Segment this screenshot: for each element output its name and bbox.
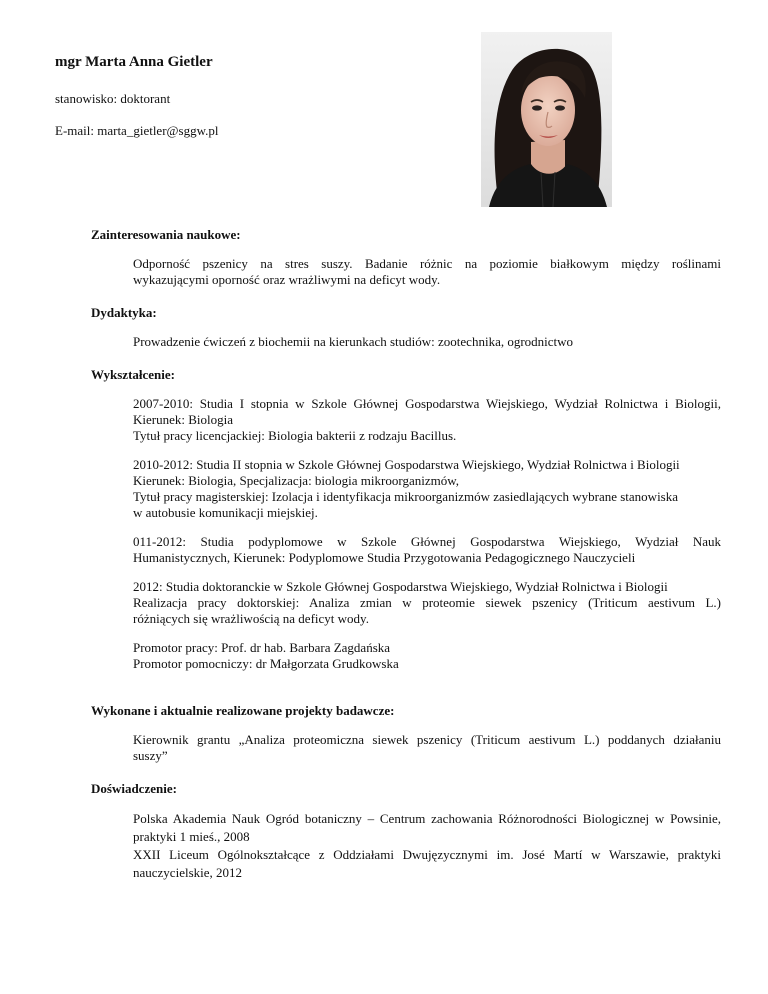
person-name: mgr Marta Anna Gietler <box>55 54 213 70</box>
text-line: 2012: Studia doktoranckie w Szkole Głównej Gospodarstwa Wiejskiego, Wydział Rolnictwa i Biologii <box>133 579 668 594</box>
position-line: stanowisko: doktorant <box>55 91 171 106</box>
projects-heading: Wykonane i aktualnie realizowane projekty badawcze: <box>91 703 395 718</box>
research-interests-body <box>133 256 721 288</box>
portrait-photo-icon <box>481 32 612 207</box>
text-line: Tytuł pracy licencjackiej: Biologia bakterii z rodzaju Bacillus. <box>133 428 457 443</box>
text-line: w autobusie komunikacji miejskiej. <box>133 505 318 520</box>
text-line: Promotor pracy: Prof. dr hab. Barbara Zagdańska <box>133 640 391 655</box>
education-body <box>133 396 721 672</box>
text-line: Prowadzenie ćwiczeń z biochemii na kierunkach studiów: zootechnika, ogrodnictwo <box>133 334 574 349</box>
text-line: Odporność pszenicy na stres suszy. Badanie różnic na poziomie białkowym między roślinami <box>133 256 721 271</box>
text-line: Humanistycznych, Kierunek: Podyplomowe Studia Przygotowania Pedagogicznego Nauczycieli <box>133 550 636 565</box>
cv-content <box>91 226 721 882</box>
experience-body <box>133 810 721 882</box>
portrait-photo <box>481 32 612 207</box>
text-line: 011-2012: Studia podyplomowe w Szkole Głównej Gospodarstwa Wiejskiego, Wydział Nauk <box>133 534 721 549</box>
text-line: XXII Liceum Ogólnokształcące z Oddziałami Dwujęzycznymi im. José Martí w Warszawie, praktyki <box>133 847 721 862</box>
text-line: praktyki 1 mieś., 2008 <box>133 829 250 844</box>
text-line: suszy” <box>133 748 168 763</box>
text-line: nauczycielskie, 2012 <box>133 865 243 880</box>
education-entry <box>133 396 721 444</box>
text-line: różniących się wrażliwością na deficyt wody. <box>133 611 369 626</box>
education-entry <box>133 640 721 672</box>
research-interests-heading: Zainteresowania naukowe: <box>91 227 241 242</box>
teaching-heading: Dydaktyka: <box>91 305 157 320</box>
education-entry <box>133 579 721 627</box>
projects-body <box>133 732 721 764</box>
text-line: wykazującymi oporność oraz wrażliwymi na deficyt wody. <box>133 272 441 287</box>
text-line: Polska Akademia Nauk Ogród botaniczny – Centrum zachowania Różnorodności Biologicznej w Powsinie, <box>133 811 721 826</box>
experience-heading: Doświadczenie: <box>91 781 177 796</box>
education-entry <box>133 534 721 566</box>
text-line: Promotor pomocniczy: dr Małgorzata Grudkowska <box>133 656 399 671</box>
text-line: Kierunek: Biologia <box>133 412 234 427</box>
text-line: 2010-2012: Studia II stopnia w Szkole Głównej Gospodarstwa Wiejskiego, Wydział Rolnictwa i Biologii <box>133 457 680 472</box>
education-entry <box>133 457 721 521</box>
email-line: E-mail: marta_gietler@sggw.pl <box>55 123 219 138</box>
education-heading: Wykształcenie: <box>91 367 175 382</box>
text-line: Kierownik grantu „Analiza proteomiczna siewek pszenicy (Triticum aestivum L.) poddanych działaniu <box>133 732 721 747</box>
text-line: Realizacja pracy doktorskiej: Analiza zmian w proteomie siewek pszenicy (Triticum aestivum L.) <box>133 595 721 610</box>
text-line: Kierunek: Biologia, Specjalizacja: biologia mikroorganizmów, <box>133 473 459 488</box>
text-line: 2007-2010: Studia I stopnia w Szkole Głównej Gospodarstwa Wiejskiego, Wydział Rolnictwa i Biologii, <box>133 396 721 411</box>
teaching-body <box>133 334 721 350</box>
text-line: Tytuł pracy magisterskiej: Izolacja i identyfikacja mikroorganizmów zasiedlających wybrane stanowiska <box>133 489 679 504</box>
